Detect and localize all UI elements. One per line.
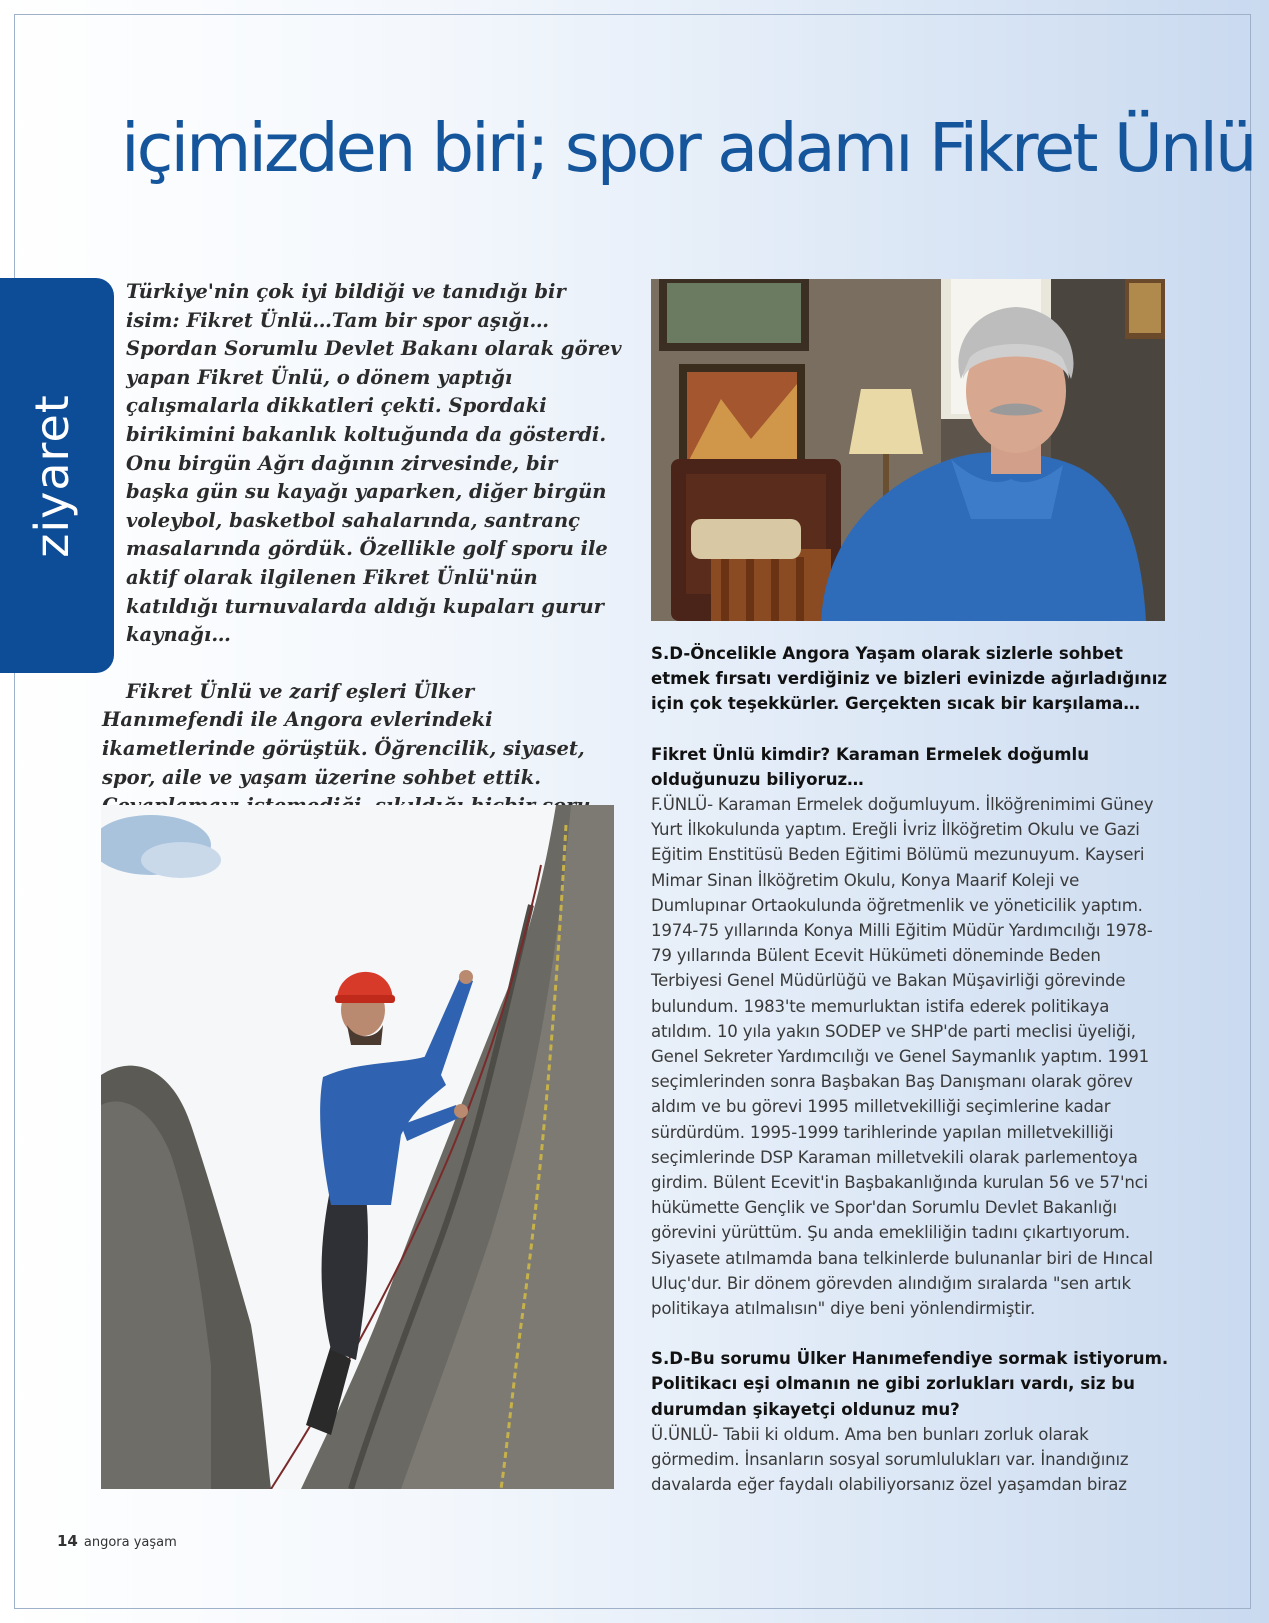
question-3: S.D-Bu sorumu Ülker Hanımefendiye sormak istiyorum. Politikacı eşi olmanın ne gibi zorlukları vardı, siz bu durumdan şikayetçi oldunuz mu? bbox=[651, 1349, 1169, 1419]
portrait-photo bbox=[651, 279, 1165, 621]
section-tab-label: ziyaret bbox=[25, 394, 79, 558]
question-1: S.D-Öncelikle Angora Yaşam olarak sizlerle sohbet etmek fırsatı verdiğiniz ve bizleri evinizde ağırladığınız için çok teşekkürler. Gerçekten sıcak bir karşılama… bbox=[651, 644, 1168, 714]
intro-paragraph-2: Fikret Ünlü ve zarif eşleri Ülker Hanımefendi ile Angora evlerindeki ikametlerinde görüştük. Öğrencilik, siyaset, spor, aile ve yaşam üzerine sohbet ettik. bbox=[102, 679, 585, 789]
question-2: Fikret Ünlü kimdir? Karaman Ermelek doğumlu olduğunuzu biliyoruz… bbox=[651, 744, 1090, 789]
interview-text bbox=[651, 641, 1171, 1498]
magazine-name: angora yaşam bbox=[83, 1535, 177, 1550]
page-footer bbox=[57, 1532, 177, 1550]
page-number: 14 bbox=[57, 1532, 78, 1550]
climbing-photo bbox=[101, 805, 614, 1489]
intro-paragraph-1: Türkiye'nin çok iyi bildiği ve tanıdığı bir isim: Fikret Ünlü…Tam bir spor aşığı… Spordan Sorumlu Devlet Bakanı olarak görev yapan Fikret Ünlü, o dönem yaptığı çalışmalarla dikkatleri çekti. Spordaki birikimini bakanlık koltuğunda da gösterdi. Onu birgün Ağrı dağının zirvesinde, bir başka gün su kayağı yaparken, diğer birgün voleybol, basketbol sahalarında, santranç masalarında gördük. Özellikle golf sporu ile aktif olarak ilgilenen Fikret Ünlü'nün katıldığı turnuvalarda aldığı kupaları gurur kaynağı… bbox=[126, 280, 622, 647]
answer-3: Ü.ÜNLÜ- Tabii ki oldum. Ama ben bunları zorluk olarak görmedim. İnsanların sosyal sorumlulukları var. İnandığınız davalarda eğer faydalı olabiliyorsanız özel yaşamdan biraz bbox=[651, 1424, 1129, 1495]
answer-2: F.ÜNLÜ- Karaman Ermelek doğumluyum. İlköğrenimimi Güney Yurt İlkokulunda yaptım. Ereğli İvriz İlköğretim Okulu ve Gazi Eğitim Enstitüsü Beden Eğitimi Bölümü mezunuyum. Kayseri Mimar Sinan İlköğretim Okulu, Konya Maarif Koleji ve Dumlupınar Ortaokulunda öğretmenlik ve yöneticilik yaptım. 1974-75 yıllarında Konya Milli Eğitim Müdür Yardımcılığı 1978-79 yıllarında Bülent Ecevit Hükümeti döneminde Beden Terbiyesi Genel Müdürlüğü ve Bakan Müşavirliği görevinde bulundum. 1983'te memurluktan istifa ederek politikaya atıldım. 10 yıla yakın SODEP ve SHP'de parti meclisi üyeliği, Genel Sekreter Yardımcılığı ve Genel Saymanlık yaptım. 1991 seçimlerinden sonra Başbakan Baş Danışmanı olarak görev aldım ve bu görevi 1995 milletvekilliği seçimlerine kadar sürdürdüm. 1995-1999 tarihlerinde yapılan milletvekilliği seçimlerinde DSP Karaman milletvekili olarak parlementoya girdim. Bülent Ecevit'in Başbakanlığında kurulan 56 ve 57'nci hükümette Gençlik ve Spor'dan Sorumlu Devlet Bakanlığı görevini yürüttüm. Şu anda emekliliğin tadını çıkartıyorum. Siyasete atılmamda bana telkinlerde bulunanlar biri de Hıncal Uluç'dur. Bir dönem görevden alındığım sıralarda "sen artık politikaya atılmalısın" diye beni yönlendirmiştir. bbox=[651, 795, 1154, 1319]
page-title: içimizden biri; spor adamı Fikret Ünlü bbox=[121, 109, 1255, 187]
intro-text bbox=[102, 278, 622, 849]
